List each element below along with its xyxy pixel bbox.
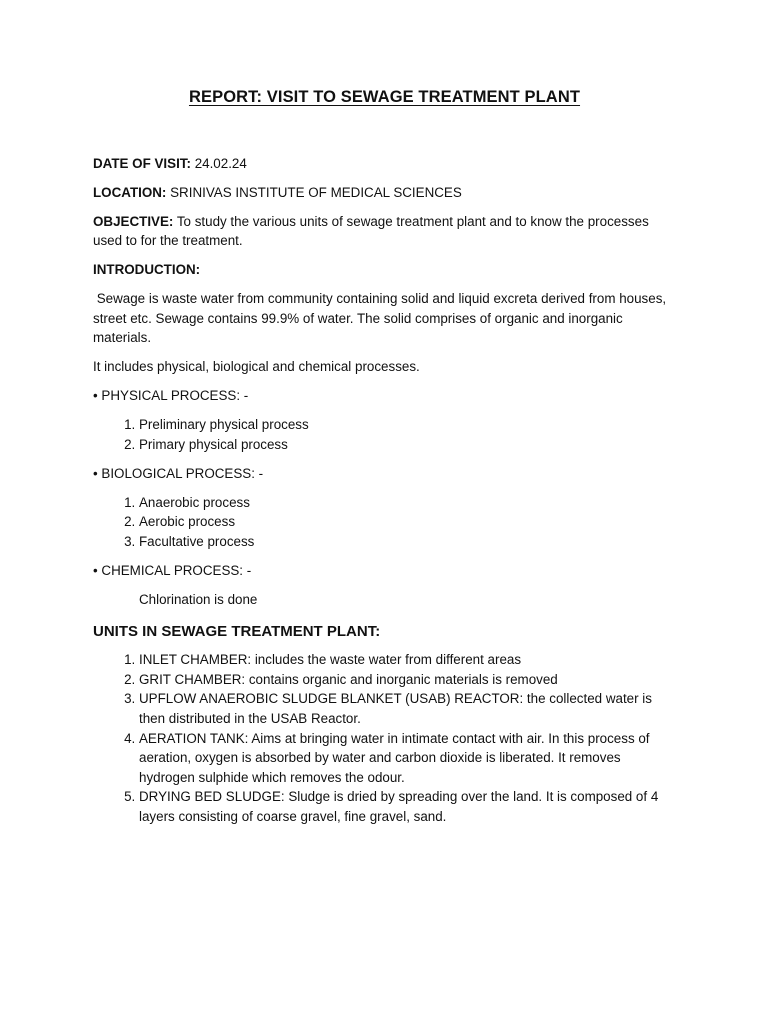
units-heading: UNITS IN SEWAGE TREATMENT PLANT: bbox=[93, 622, 381, 640]
report-title: REPORT: VISIT TO SEWAGE TREATMENT PLANT bbox=[188, 88, 581, 106]
units-list bbox=[93, 650, 676, 826]
biological-process-heading: • BIOLOGICAL PROCESS: - bbox=[93, 465, 264, 481]
objective-value: To study the various units of sewage treatment plant and to know the processes used to for the treatment. bbox=[93, 213, 649, 249]
biological-process-list bbox=[93, 493, 676, 552]
list-item: 1. Preliminary physical process bbox=[139, 415, 676, 435]
list-item: 1. INLET CHAMBER: includes the waste water from different areas bbox=[139, 650, 676, 670]
introduction-heading: INTRODUCTION: bbox=[93, 262, 201, 278]
list-item: 5. DRYING BED SLUDGE: Sludge is dried by spreading over the land. It is composed of 4 layers consisting of coarse gravel, fine gravel, sand. bbox=[139, 787, 676, 826]
list-item: 2. Aerobic process bbox=[139, 512, 676, 532]
list-item: 3. UPFLOW ANAEROBIC SLUDGE BLANKET (USAB) REACTOR: the collected water is then distributed in the USAB Reactor. bbox=[139, 689, 676, 728]
location-value: SRINIVAS INSTITUTE OF MEDICAL SCIENCES bbox=[170, 184, 462, 200]
chemical-process-heading: • CHEMICAL PROCESS: - bbox=[93, 563, 252, 578]
list-item: 3. Facultative process bbox=[139, 532, 676, 552]
list-item: 2. GRIT CHAMBER: contains organic and inorganic materials is removed bbox=[139, 670, 676, 690]
date-value: 24.02.24 bbox=[194, 155, 247, 171]
list-item: 2. Primary physical process bbox=[139, 435, 676, 455]
intro-paragraph: Sewage is waste water from community containing solid and liquid excreta derived from houses, street etc. Sewage contains 99.9% of water. The solid comprises of organic and inorganic materials. bbox=[93, 291, 670, 346]
includes-paragraph: It includes physical, biological and chemical processes. bbox=[93, 359, 420, 375]
chemical-process-note: Chlorination is done bbox=[139, 591, 258, 607]
list-item: 1. Anaerobic process bbox=[139, 493, 676, 513]
date-line bbox=[93, 154, 676, 174]
list-item: 4. AERATION TANK: Aims at bringing water in intimate contact with air. In this process of aeration, oxygen is absorbed by water and carbon dioxide is liberated. It removes hydrogen sulphide which removes the odour. bbox=[139, 729, 676, 788]
location-line bbox=[93, 183, 676, 203]
physical-process-list bbox=[93, 415, 676, 454]
physical-process-heading: • PHYSICAL PROCESS: - bbox=[93, 388, 249, 404]
objective-line bbox=[93, 212, 676, 251]
location-label: LOCATION: bbox=[93, 184, 167, 200]
objective-label: OBJECTIVE: bbox=[93, 213, 174, 229]
date-label: DATE OF VISIT: bbox=[93, 155, 191, 171]
